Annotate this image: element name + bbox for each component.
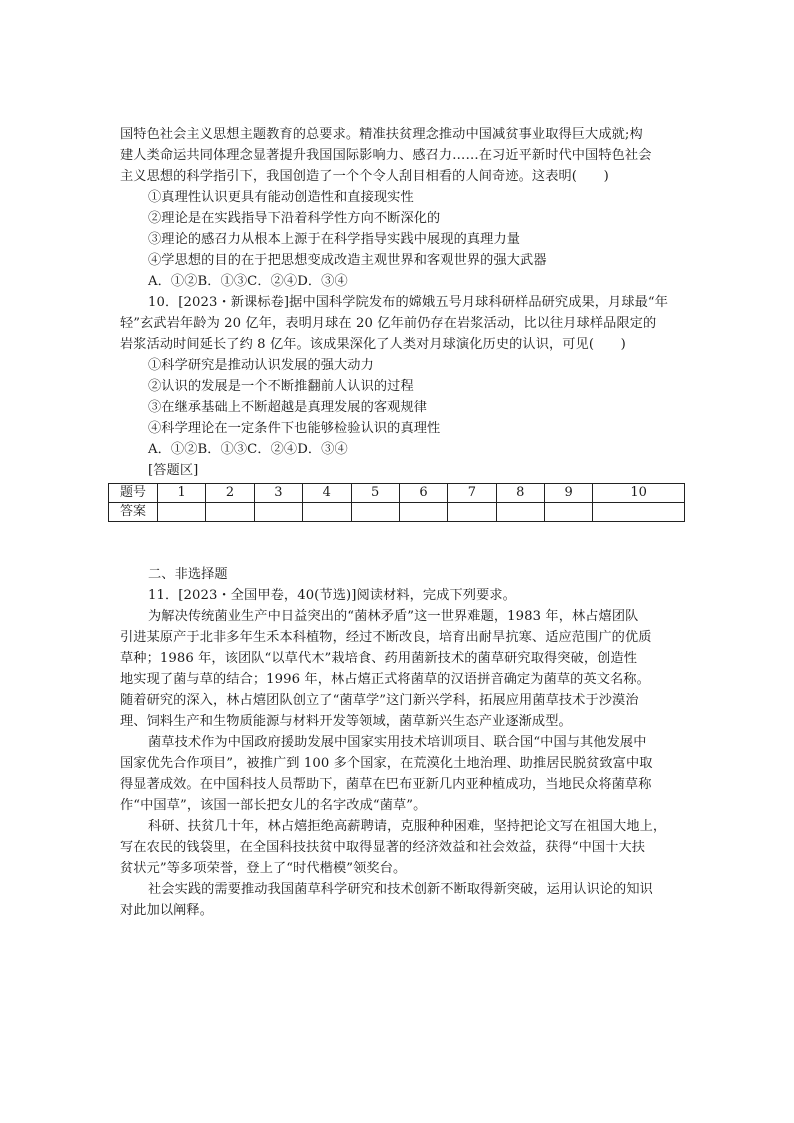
paragraph-line: 国家优先合作项目”，被推广到 100 多个国家，在荒漠化土地治理、助推居民脱贫致富中取 [120,756,653,771]
document-page [120,124,690,921]
q10-option-2: ②认识的发展是一个不断推翻前人认识的过程 [148,379,414,394]
section-non-choice [120,564,690,921]
material-paragraph-1 [120,606,690,732]
q10-stem-line-1: 10．[2023・新课标卷]据中国科学院发布的嫦娥五号月球科研样品研究成果，月球最“年 [148,295,669,310]
q9-stem-line-2: 建人类命运共同体理念显著提升我国国际影响力、感召力……在习近平新时代中国特色社会 [120,148,652,163]
q9-option-4: ④学思想的目的在于把思想变成改造主观世界和客观世界的强大武器 [148,253,547,268]
question-9 [120,124,690,292]
answer-blank-cell[interactable] [303,503,351,522]
material-paragraph-2 [120,732,690,816]
paragraph-line: 科研、扶贫几十年，林占熺拒绝高薪聘请，克服种种困难，坚持把论文写在祖国大地上， [148,819,667,834]
answer-number-cell: 1 [158,484,206,503]
answer-area-label: [答题区] [148,463,199,478]
answer-blank-cell[interactable] [158,503,206,522]
paragraph-line: 草种；1986 年，该团队“以草代木”栽培食、药用菌新技术的菌草研究取得突破，创造性 [120,651,637,666]
answer-blank-cell[interactable] [399,503,447,522]
answer-number-cell: 9 [545,484,593,503]
answer-table-head-answer: 答案 [109,503,158,522]
q10-stem-line-3: 岩浆活动时间延长了约 8 亿年。该成果深化了人类对月球演化历史的认识，可见( ) [120,337,626,352]
paragraph-line: 得显著成效。在中国科技人员帮助下，菌草在巴布亚新几内亚种植成功，当地民众将菌草称 [120,777,652,792]
answer-number-cell: 10 [593,484,685,503]
q10-stem-line-2: 轻”玄武岩年龄为 20 亿年，表明月球在 20 亿年前仍存在岩浆活动，比以往月球样品限定的 [120,316,657,331]
q9-option-1: ①真理性认识更具有能动创造性和直接现实性 [148,190,414,205]
q10-option-3: ③在继承基础上不断超越是真理发展的客观规律 [148,400,428,415]
paragraph-line: 为解决传统菌业生产中日益突出的“菌林矛盾”这一世界难题，1983 年，林占熺团队 [148,609,639,624]
q10-option-1: ①科学研究是推动认识发展的强大动力 [148,358,374,373]
answer-number-cell: 6 [399,484,447,503]
q9-stem-line-1: 国特色社会主义思想主题教育的总要求。精准扶贫理念推动中国减贫事业取得巨大成就;构 [120,127,643,142]
answer-number-cell: 2 [206,484,254,503]
question-10 [120,292,690,460]
section-title: 二、非选择题 [148,567,228,582]
paragraph-line: 社会实践的需要推动我国菌草科学研究和技术创新不断取得新突破，运用认识论的知识 [148,882,653,897]
answer-table-number-row [109,484,685,503]
section-spacer [120,522,690,564]
answer-blank-cell[interactable] [593,503,685,522]
q11-head: 11．[2023・全国甲卷，40(节选)]阅读材料，完成下列要求。 [148,588,516,603]
answer-blank-cell[interactable] [351,503,399,522]
paragraph-line: 写在农民的钱袋里，在全国科技扶贫中取得显著的经济效益和社会效益，获得“中国十大扶 [120,840,646,855]
answer-number-cell: 3 [254,484,302,503]
paragraph-line: 理、饲料生产和生物质能源与材料开发等领域，菌草新兴生态产业逐渐成型。 [120,714,572,729]
answer-blank-cell[interactable] [545,503,593,522]
answer-number-cell: 4 [303,484,351,503]
q9-option-2: ②理论是在实践指导下沿着科学性方向不断深化的 [148,211,441,226]
question-prompt [120,879,690,921]
q9-option-3: ③理论的感召力从根本上源于在科学指导实践中展现的真理力量 [148,232,521,247]
paragraph-line: 作“中国草”，该国一部长把女儿的名字改成“菌草”。 [120,798,427,813]
paragraph-line: 菌草技术作为中国政府援助发展中国家实用技术培训项目、联合国“中国与其他发展中 [148,735,647,750]
paragraph-line: 贫状元”等多项荣誉，登上了“时代楷模”领奖台。 [120,861,407,876]
q10-option-4: ④科学理论在一定条件下也能够检验认识的真理性 [148,421,441,436]
paragraph-line: 随着研究的深入，林占熺团队创立了“菌草学”这门新兴学科，拓展应用菌草技术于沙漠治 [120,693,639,708]
answer-table [108,483,685,522]
paragraph-line: 地实现了菌与草的结合；1996 年，林占熺正式将菌草的汉语拼音确定为菌草的英文名称。 [120,672,650,687]
paragraph-line: 对此加以阐释。 [120,903,214,918]
paragraph-line: 引进某原产于北非多年生禾本科植物，经过不断改良，培育出耐旱抗寒、适应范围广的优质 [120,630,652,645]
answer-blank-cell[interactable] [206,503,254,522]
answer-table-head-number: 题号 [109,484,158,503]
answer-table-answer-row [109,503,685,522]
answer-blank-cell[interactable] [496,503,544,522]
answer-blank-cell[interactable] [254,503,302,522]
answer-number-cell: 5 [351,484,399,503]
q10-choices: A．①②B．①③C．②④D．③④ [148,442,348,457]
q9-choices: A．①②B．①③C．②④D．③④ [148,274,348,289]
answer-number-cell: 7 [448,484,496,503]
answer-number-cell: 8 [496,484,544,503]
q9-stem-line-3: 主义思想的科学指引下，我国创造了一个个令人刮目相看的人间奇迹。这表明( ) [120,169,609,184]
answer-blank-cell[interactable] [448,503,496,522]
material-paragraph-3 [120,816,690,879]
